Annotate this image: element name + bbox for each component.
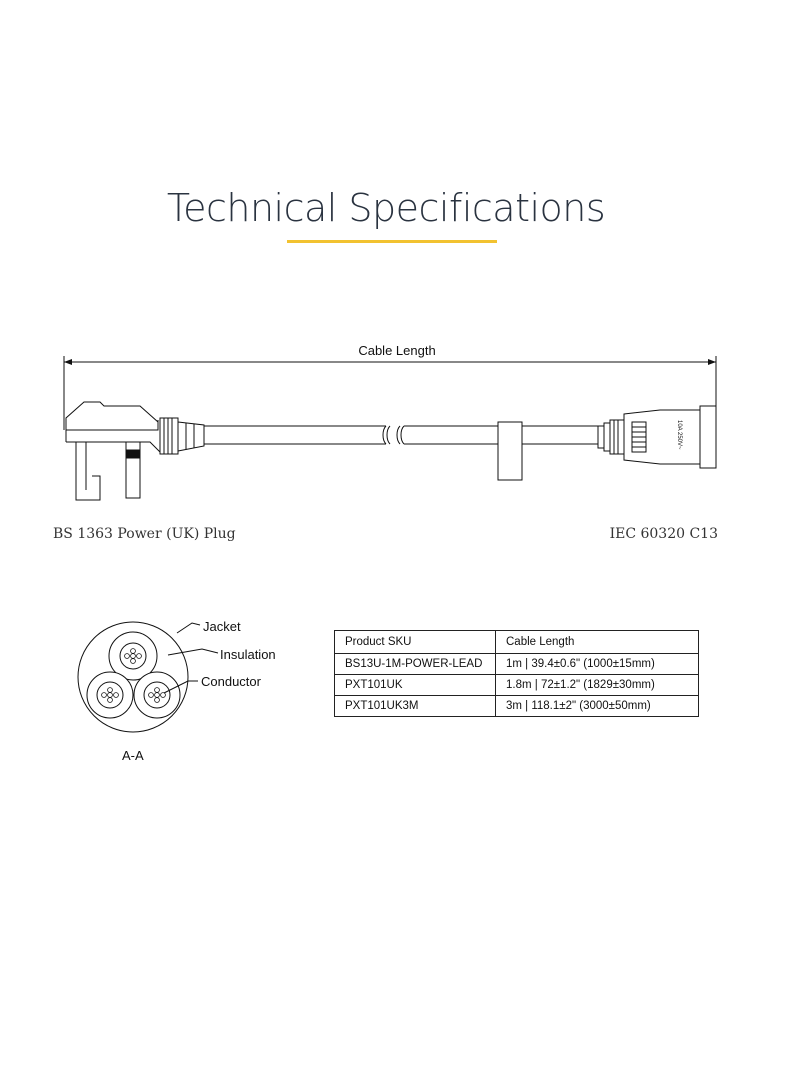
dimension-label: Cable Length xyxy=(358,343,436,358)
right-connector-label: IEC 60320 C13 xyxy=(609,526,718,542)
table-row xyxy=(335,654,699,675)
cable-tie xyxy=(498,422,522,480)
insulation-label: Insulation xyxy=(220,647,276,662)
cable-diagram xyxy=(0,330,800,510)
sku-cell: PXT101UK3M xyxy=(335,696,496,717)
length-cell: 1.8m | 72±1.2" (1829±30mm) xyxy=(496,675,699,696)
jacket-label: Jacket xyxy=(203,619,241,634)
c13-connector-drawing xyxy=(598,406,716,468)
table-header-row xyxy=(335,631,699,654)
length-cell: 1m | 39.4±0.6" (1000±15mm) xyxy=(496,654,699,675)
column-header-length: Cable Length xyxy=(496,631,699,654)
length-cell: 3m | 118.1±2" (3000±50mm) xyxy=(496,696,699,717)
connector-marking: 10A 250V~ xyxy=(676,420,682,450)
table-row xyxy=(335,696,699,717)
column-header-sku: Product SKU xyxy=(335,631,496,654)
uk-plug-drawing xyxy=(66,402,204,500)
sku-table xyxy=(334,630,699,717)
conductor-label: Conductor xyxy=(201,674,261,689)
table-row xyxy=(335,675,699,696)
cable-cross-section xyxy=(60,605,300,775)
sku-cell: BS13U-1M-POWER-LEAD xyxy=(335,654,496,675)
page-title: Technical Specifications xyxy=(166,186,606,230)
section-caption: A-A xyxy=(122,748,144,763)
left-connector-label: BS 1363 Power (UK) Plug xyxy=(53,526,236,542)
title-underline xyxy=(287,240,497,243)
sku-cell: PXT101UK xyxy=(335,675,496,696)
